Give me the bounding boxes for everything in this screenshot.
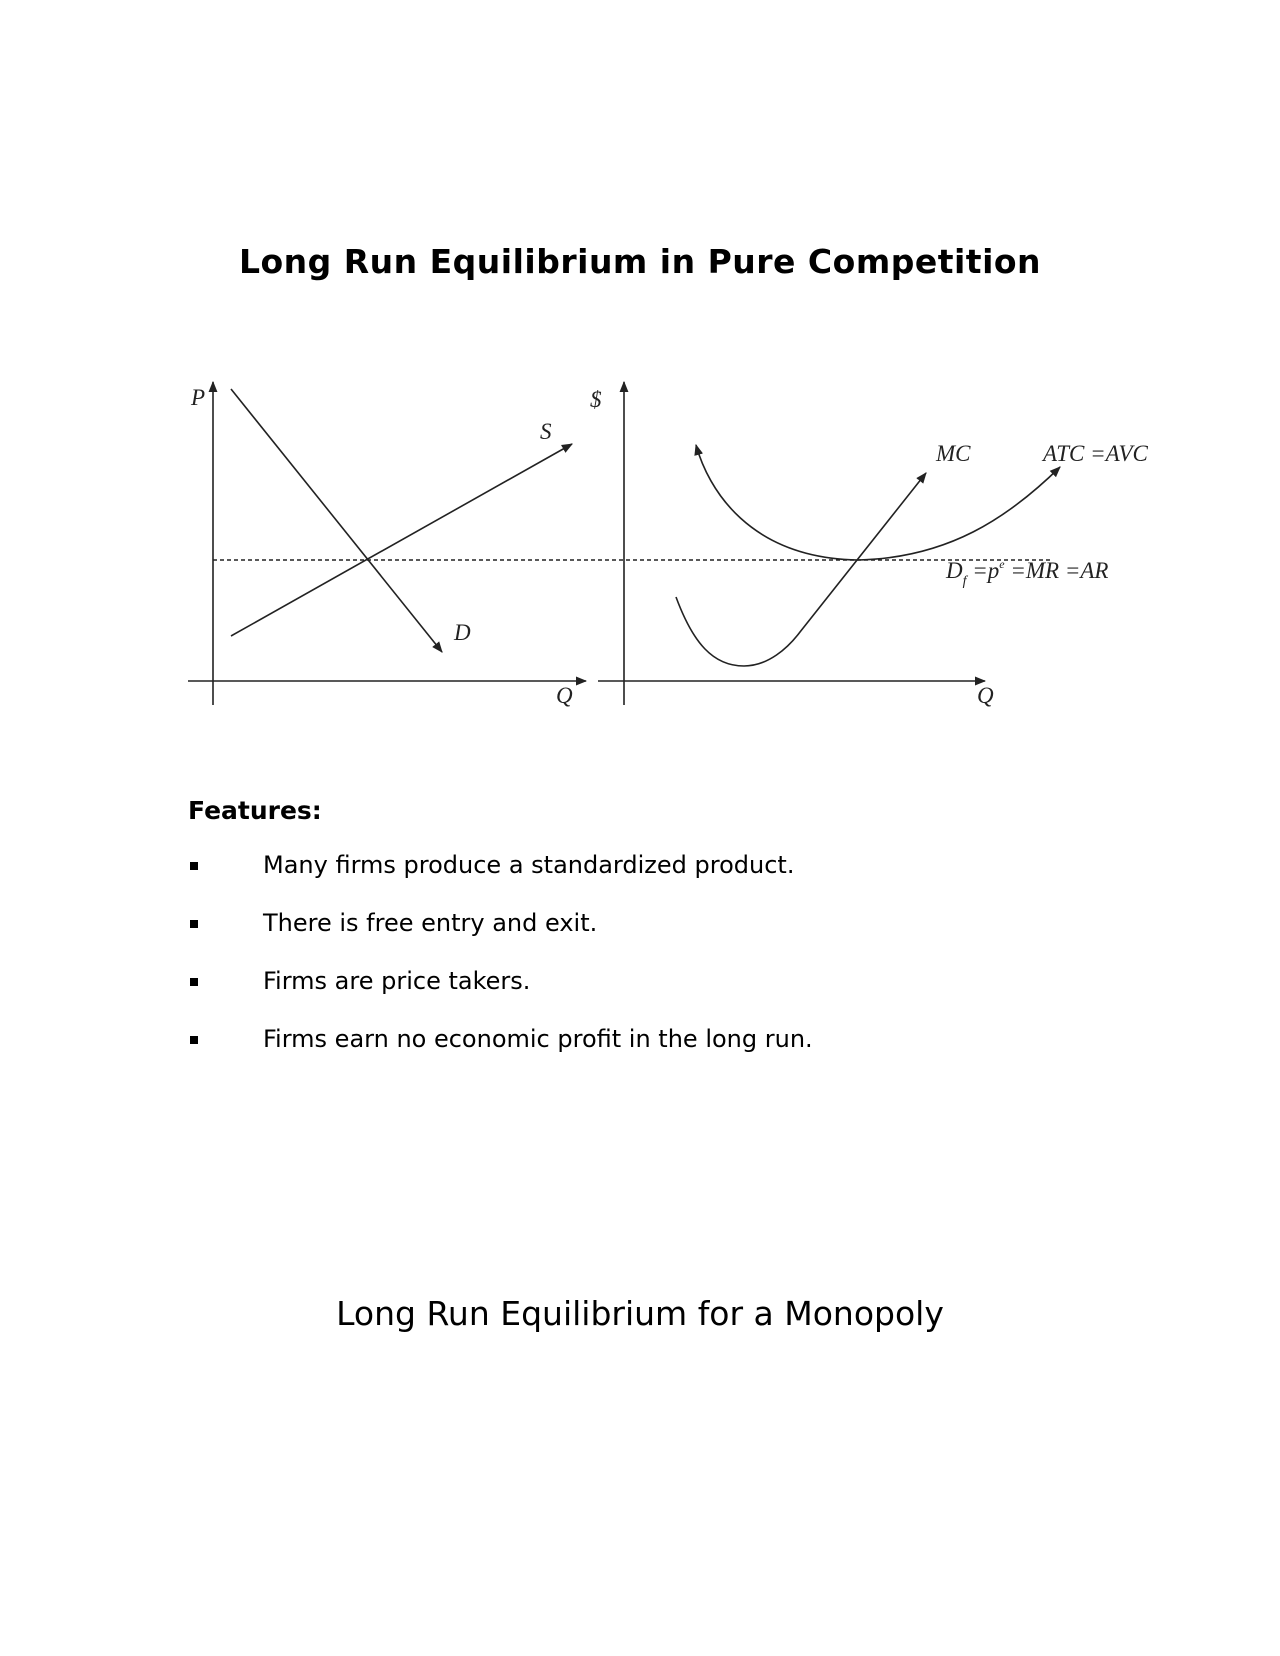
atc-avc-label: ATC =AVC [1043, 441, 1148, 466]
feature-text: Firms earn no economic profit in the long run. [263, 1025, 813, 1053]
next-section-title: Long Run Equilibrium for a Monopoly [336, 1294, 944, 1333]
firm-demand-label-equalities: =MR =AR [1004, 558, 1109, 583]
square-bullet-icon [190, 920, 198, 928]
firm-demand-label-superscript: e [999, 557, 1005, 571]
firm-demand-label-subscript: f [962, 574, 967, 589]
atc-avc-curve [696, 445, 858, 560]
feature-text: Many firms produce a standardized product. [263, 851, 795, 879]
firm-demand-label-main: D [946, 558, 963, 583]
mc-label: MC [936, 441, 971, 466]
atc-avc-curve-right [858, 467, 1060, 560]
page-title: Long Run Equilibrium in Pure Competition [238, 242, 1042, 281]
demand-curve [231, 389, 442, 652]
equilibrium-figure [188, 378, 1188, 718]
firm-demand-label [945, 557, 1108, 589]
firm-graph [590, 382, 1149, 708]
feature-text: There is free entry and exit. [263, 909, 598, 937]
market-graph [188, 382, 1050, 708]
equilibrium-diagram [188, 378, 1188, 718]
features-heading: Features: [188, 796, 322, 825]
square-bullet-icon [190, 1036, 198, 1044]
mc-curve [676, 473, 926, 666]
supply-label: S [540, 419, 552, 444]
firm-x-axis-label: Q [977, 683, 994, 708]
feature-text: Firms are price takers. [263, 967, 531, 995]
firm-y-axis-label: $ [590, 387, 602, 412]
demand-label: D [454, 620, 471, 645]
market-y-axis-label: P [191, 385, 206, 410]
square-bullet-icon [190, 978, 198, 986]
market-x-axis-label: Q [556, 683, 573, 708]
firm-demand-label-price: =p [966, 558, 1000, 583]
supply-curve [231, 444, 572, 636]
square-bullet-icon [190, 862, 198, 870]
